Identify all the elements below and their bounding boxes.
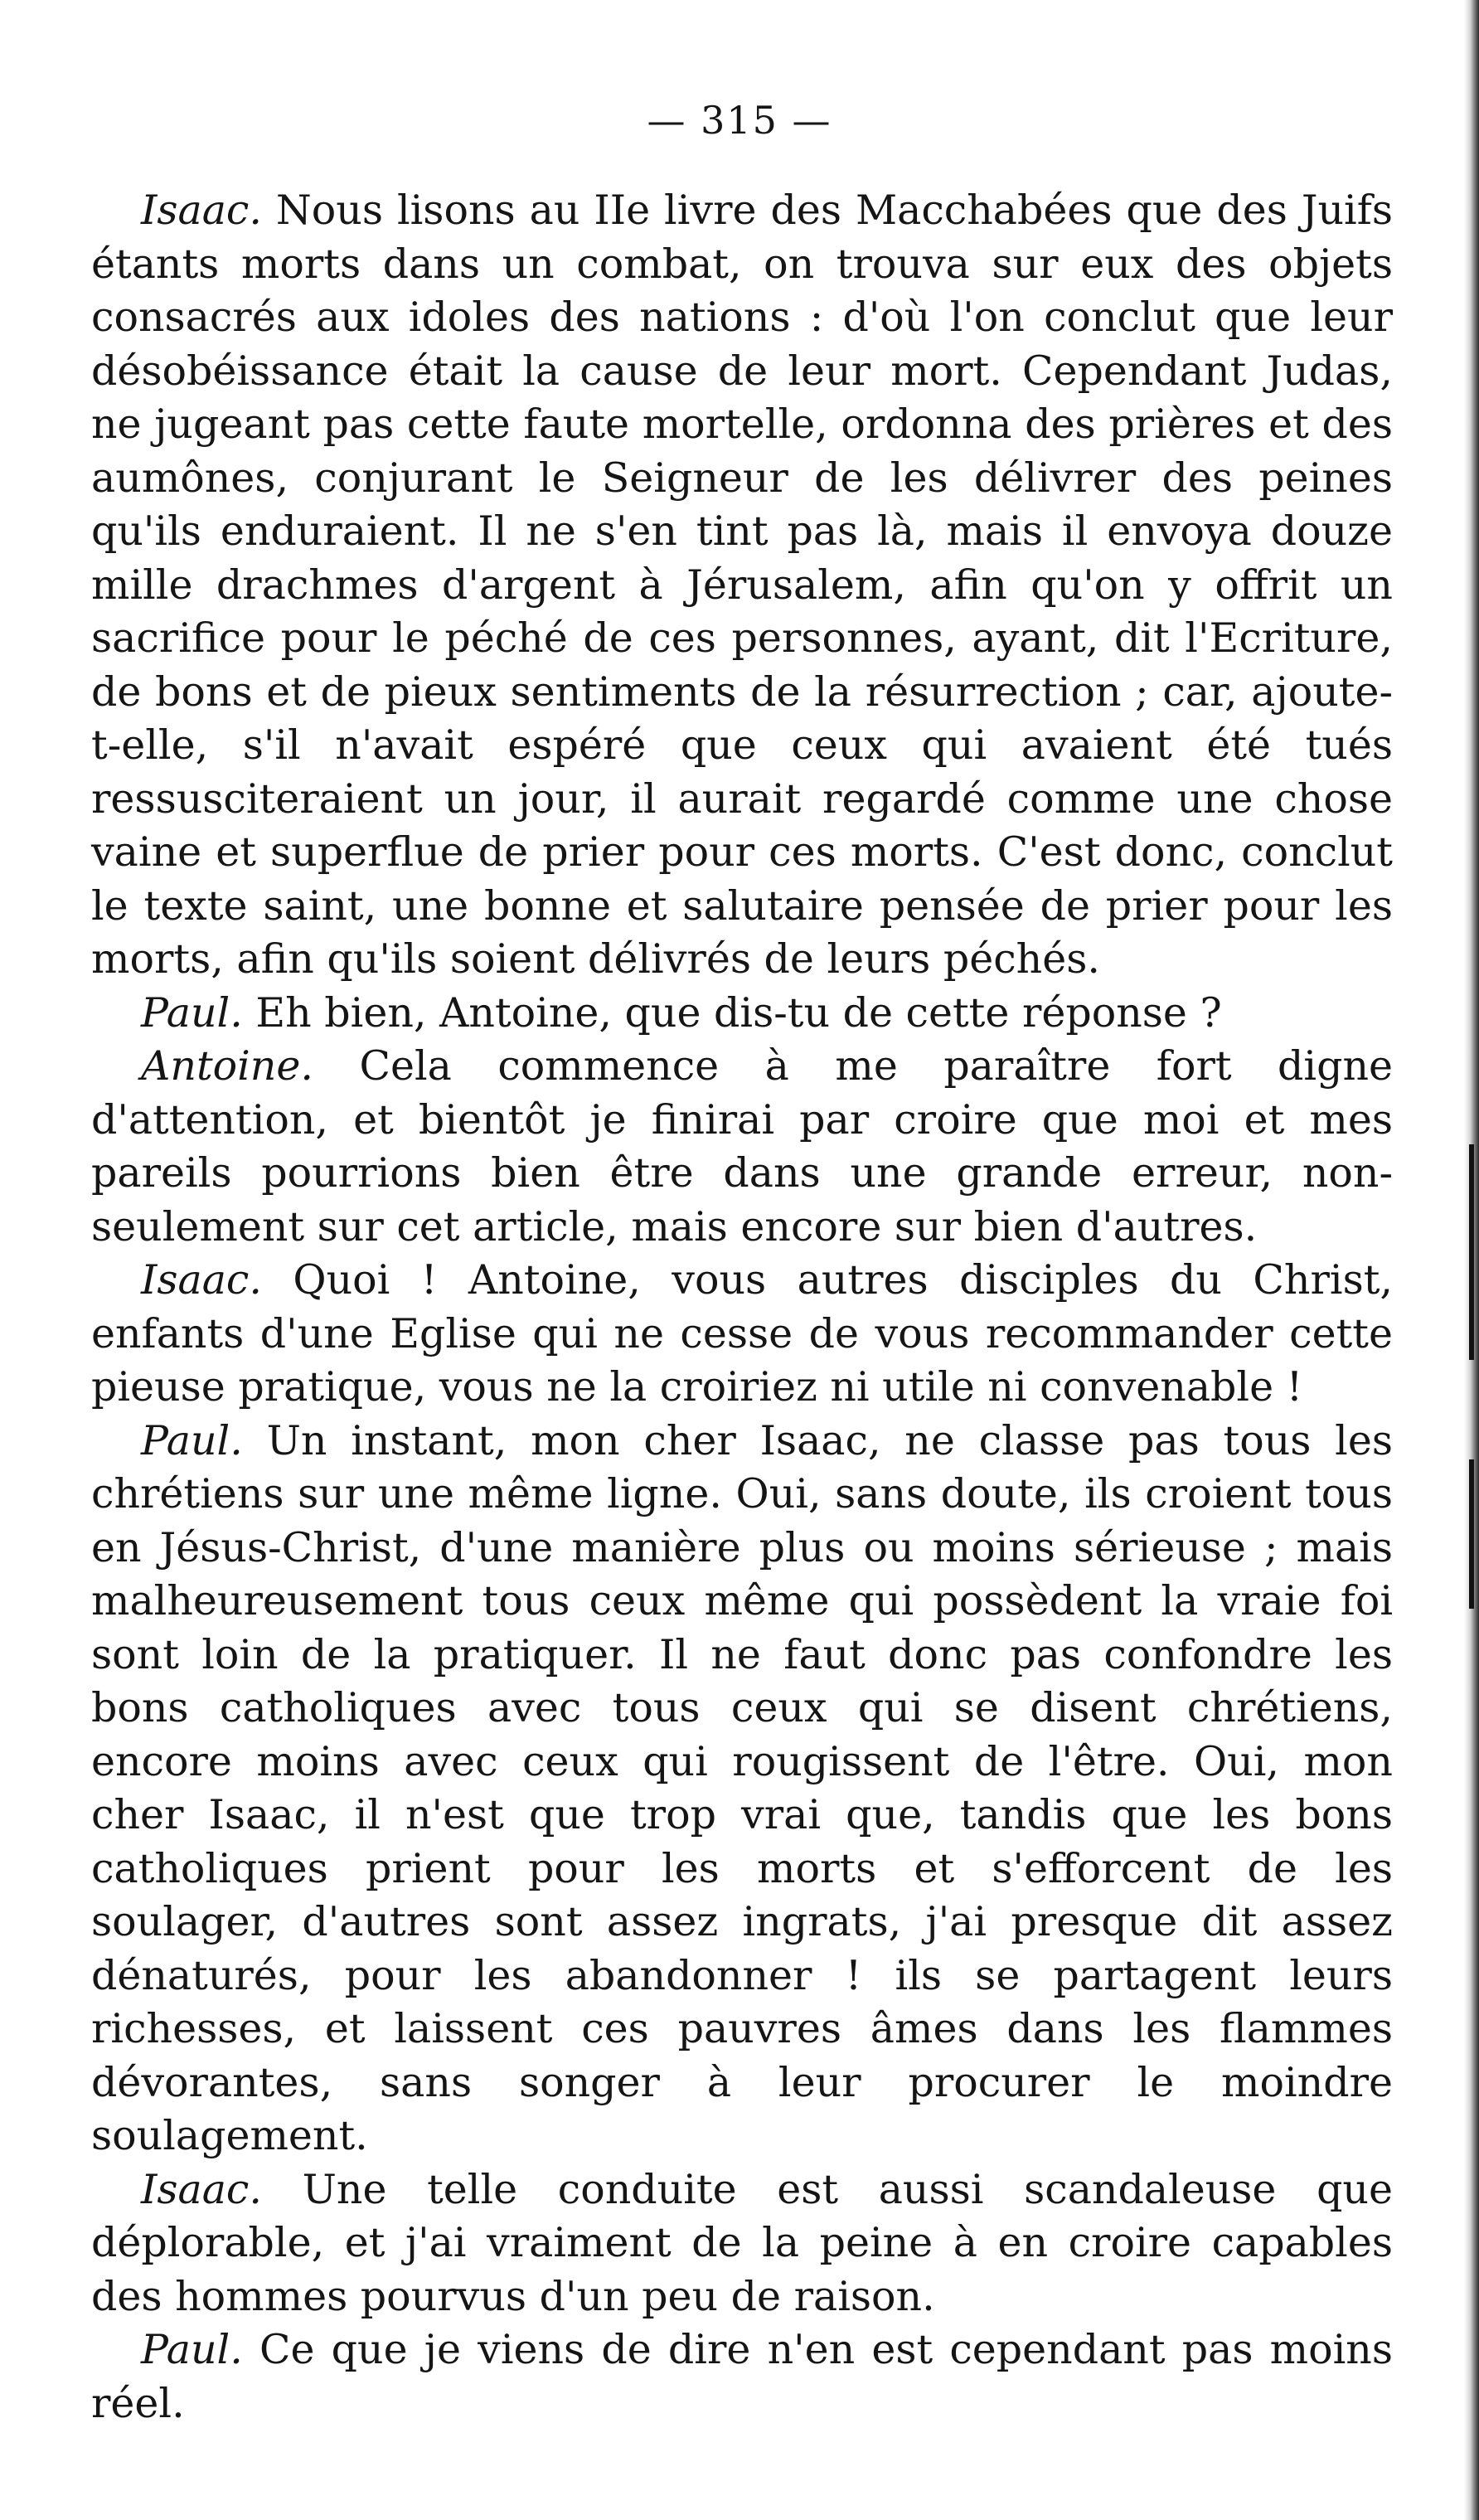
- paragraph-text: Eh bien, Antoine, que dis-tu de cette réponse ?: [255, 988, 1222, 1037]
- paragraph-text: Cela commence à me paraître fort digne d'attention, et bientôt je finirai par croire que moi et mes pareils pourrions bien être dans une grande erreur, non-seulement sur cet article, mais encore sur bien d'autres.: [91, 1042, 1394, 1250]
- paragraph-isaac-1: [91, 184, 1393, 987]
- paragraph-text: Quoi ! Antoine, vous autres disciples du Christ, enfants d'une Eglise qui ne cesse de vous recommander cette pieuse pratique, vous ne la croiriez ni utile ni convenable !: [91, 1256, 1393, 1411]
- speaker-name: Isaac.: [141, 187, 262, 234]
- paragraph-text: Nous lisons au IIe livre des Macchabées que des Juifs étants morts dans un combat, on trouva sur eux des objets consacrés aux idoles des nations : d'où l'on conclut que leur désobéissance était la cause de leur mort. Cependant Judas, ne jugeant pas cette faute mortelle, ordonna des prières et des aumônes, conjurant le Seigneur de les délivrer des peines qu'ils enduraient. Il ne s'en tint pas là, mais il envoya douze mille drachmes d'argent à Jérusalem, afin qu'on y offrit un sacrifice pour le péché de ces personnes, ayant, dit l'Ecriture, de bons et de pieux sentiments de la résurrection ; car, ajoute-t-elle, s'il n'avait espéré que ceux qui avaient été tués ressusciteraient un jour, il aurait regardé comme une chose vaine et superflue de prier pour ces morts. C'est donc, conclut le texte saint, une bonne et salutaire pensée de prier pour les morts, afin qu'ils soient délivrés de leurs péchés.: [91, 187, 1393, 983]
- paragraph-isaac-3: [91, 2163, 1393, 2324]
- speaker-name: Isaac.: [141, 1256, 262, 1304]
- dialogue-text: [91, 184, 1393, 2430]
- speaker-name: Paul.: [141, 1416, 243, 1464]
- paragraph-text: Un instant, mon cher Isaac, ne classe pas tous les chrétiens sur une même ligne. Oui, sans doute, ils croient tous en Jésus-Christ, d'une manière plus ou moins sérieuse ; mais malheureusement tous ceux même qui possèdent la vraie foi sont loin de la pratiquer. Il ne faut donc pas confondre les bons catholiques avec tous ceux qui se disent chrétiens, encore moins avec ceux qui rougissent de l'être. Oui, mon cher Isaac, il n'est que trop vrai que, tandis que les bons catholiques prient pour les morts et s'efforcent de les soulager, d'autres sont assez ingrats, j'ai presque dit assez dénaturés, pour les abandonner ! ils se partagent leurs richesses, et laissent ces pauvres âmes dans les flammes dévorantes, sans songer à leur procurer le moindre soulagement.: [91, 1416, 1393, 2159]
- paragraph-isaac-2: [91, 1254, 1393, 1415]
- speaker-name: Antoine.: [141, 1042, 313, 1090]
- speaker-name: Isaac.: [141, 2165, 262, 2213]
- paragraph-antoine-1: [91, 1040, 1393, 1254]
- paragraph-text: Une telle conduite est aussi scandaleuse que déplorable, et j'ai vraiment de la peine à en croire capables des hommes pourvus d'un peu de raison.: [91, 2165, 1393, 2320]
- page-number: — 315 —: [647, 98, 832, 143]
- speaker-name: Paul.: [141, 988, 243, 1037]
- speaker-name: Paul.: [141, 2326, 243, 2373]
- paragraph-text: Ce que je viens de dire n'en est cependant pas moins réel.: [91, 2326, 1393, 2427]
- paragraph-paul-2: [91, 1415, 1393, 2163]
- scan-edge-mark: [1469, 1144, 1474, 1360]
- paragraph-paul-3: [91, 2323, 1393, 2430]
- scan-edge-mark: [1469, 1459, 1474, 1609]
- paragraph-paul-1: [91, 987, 1393, 1041]
